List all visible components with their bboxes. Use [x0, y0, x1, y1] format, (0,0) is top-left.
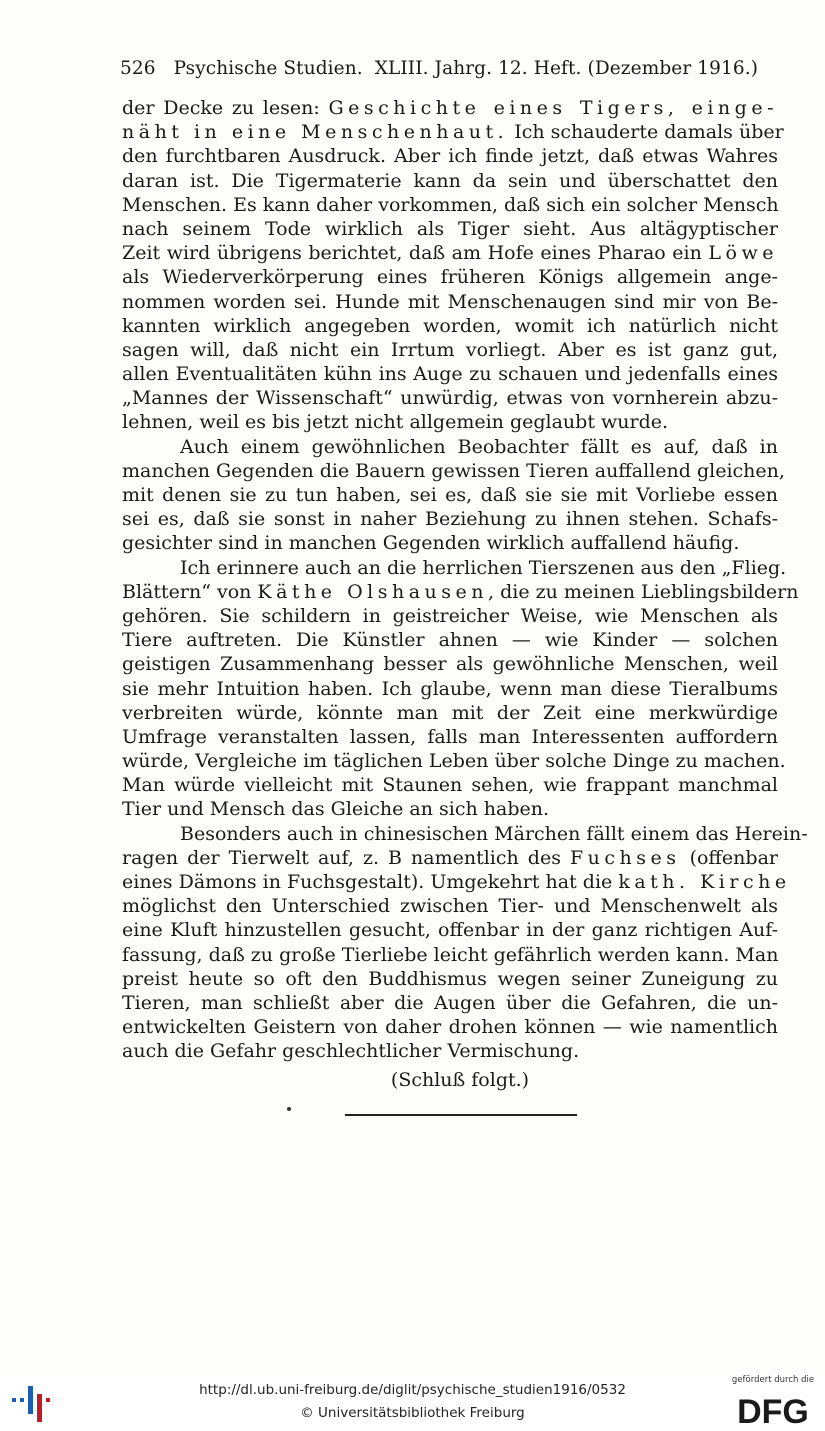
- text-line: daran ist. Die Tigermaterie kann da sein und überschattet den: [122, 169, 778, 192]
- text-line: nommen worden sei. Hunde mit Menschenaugen sind mir von Be-: [122, 290, 778, 313]
- text-line: manchen Gegenden die Bauern gewissen Tieren auffallend gleichen,: [122, 459, 785, 482]
- text-line: Umfrage veranstalten lassen, falls man Interessenten auffordern: [122, 725, 778, 748]
- text-line: den furchtbaren Ausdruck. Aber ich finde jetzt, daß etwas Wahres: [122, 145, 778, 168]
- text-line: eines Dämons in Fuchsgestalt). Umgekehrt hat die kath. Kirche: [122, 871, 791, 893]
- emphasis-spaced: Fuchses: [570, 846, 681, 869]
- emphasis-spaced: näht in eine Menschenhaut.: [122, 121, 509, 144]
- dfg-funding-note: gefördert durch die: [731, 1375, 815, 1385]
- horizontal-rule: [345, 1114, 577, 1116]
- text-line: auch die Gefahr geschlechtlicher Vermischung.: [122, 1040, 580, 1063]
- text-line: „Mannes der Wissenschaft“ unwürdig, etwas von vornherein abzu-: [122, 387, 778, 410]
- speck-mark: [287, 1107, 291, 1111]
- text-line: entwickelten Geistern von daher drohen können — wie namentlich: [122, 1016, 778, 1039]
- text-line: Tier und Mensch das Gleiche an sich haben.: [122, 798, 550, 821]
- text-line: sei es, daß sie sonst in naher Beziehung zu ihnen stehen. Schafs-: [122, 508, 778, 531]
- text-line: ragen der Tierwelt auf, z. B namentlich des Fuchses (offenbar: [122, 846, 778, 869]
- text-line: Tiere auftreten. Die Künstler ahnen — wie Kinder — solchen: [122, 629, 778, 652]
- continuation-note: (Schluß folgt.): [390, 1068, 530, 1091]
- text-line: preist heute so oft den Buddhismus wegen seiner Zuneigung zu: [122, 967, 778, 990]
- text-line: Besonders auch in chinesischen Märchen fällt einem das Herein-: [180, 822, 808, 845]
- text-line: mit denen sie zu tun haben, sei es, daß sie sie mit Vorliebe essen: [122, 484, 778, 506]
- issue-date: (Dezember 1916.): [587, 58, 759, 79]
- text-line: gesichter sind in manchen Gegenden wirklich auffallend häufig.: [122, 532, 740, 555]
- text-line: Auch einem gewöhnlichen Beobachter fällt es auf, daß in: [180, 435, 778, 458]
- text-line: möglichst den Unterschied zwischen Tier- und Menschenwelt als: [122, 895, 778, 918]
- copyright-notice: © Universitätsbibliothek Freiburg: [300, 1405, 525, 1421]
- text-line: Man würde vielleicht mit Staunen sehen, wie frappant manchmal: [122, 774, 778, 797]
- emphasis-spaced: Geschichte eines Tigers, einge-: [328, 97, 778, 119]
- text-line: als Wiederverkörperung eines früheren Königs allgemein ange-: [122, 266, 778, 289]
- article-body: [122, 96, 808, 1092]
- text-line: Tieren, man schließt aber die Augen über die Gefahren, die un-: [122, 991, 778, 1014]
- text-line: Zeit wird übrigens berichtet, daß am Hofe eines Pharao ein Löwe: [122, 242, 778, 265]
- running-header: [120, 58, 770, 79]
- text-line: Ich erinnere auch an die herrlichen Tierszenen aus den „Flieg.: [180, 556, 787, 579]
- text-line: allen Eventualitäten kühn ins Auge zu schauen und jedenfalls eines: [122, 363, 778, 386]
- emphasis-spaced: kath. Kirche: [618, 871, 791, 893]
- text-line: gehören. Sie schildern in geistreicher Weise, wie Menschen als: [122, 604, 778, 627]
- page-number: 526: [120, 58, 156, 79]
- journal-title: Psychische Studien.: [173, 58, 363, 79]
- document-url[interactable]: http://dl.ub.uni-freiburg.de/diglit/psychische_studien1916/0532: [199, 1382, 626, 1398]
- text-line: Menschen. Es kann daher vorkommen, daß sich ein solcher Mensch: [122, 193, 779, 216]
- emphasis-spaced: Löwe: [708, 242, 778, 265]
- text-line: fassung, daß zu große Tierliebe leicht gefährlich werden kann. Man: [122, 943, 779, 966]
- text-line: würde, Vergleiche im täglichen Leben über solche Dinge zu machen.: [122, 750, 786, 773]
- dfg-badge[interactable]: [728, 1375, 818, 1427]
- emphasis-spaced: Käthe Olshausen: [257, 580, 489, 603]
- text-line: sagen will, daß nicht ein Irrtum vorliegt. Aber es ist ganz gut,: [122, 338, 778, 361]
- text-line: eine Kluft hinzustellen gesucht, offenbar in der ganz richtigen Auf-: [122, 919, 778, 942]
- viewer-footer: [0, 1372, 825, 1430]
- text-line: der Decke zu lesen: Geschichte eines Tigers, einge-: [122, 97, 778, 119]
- text-line: geistigen Zusammenhang besser als gewöhnliche Menschen, weil: [122, 653, 778, 676]
- text-line: näht in eine Menschenhaut. Ich schauderte damals über: [122, 121, 784, 144]
- text-line: nach seinem Tode wirklich als Tiger sieht. Aus altägyptischer: [122, 217, 778, 240]
- svg-text:DFG: DFG: [737, 1393, 809, 1427]
- text-line: kannten wirklich angegeben worden, womit ich natürlich nicht: [122, 314, 778, 337]
- issue-info: XLIII. Jahrg. 12. Heft.: [374, 58, 582, 79]
- text-line: sie mehr Intuition haben. Ich glaube, wenn man diese Tieralbums: [122, 677, 778, 700]
- text-line: Blättern“ von Käthe Olshausen, die zu meinen Lieblingsbildern: [122, 580, 799, 603]
- text-line: lehnen, weil es bis jetzt nicht allgemein geglaubt wurde.: [122, 411, 669, 434]
- text-line: verbreiten würde, könnte man mit der Zeit eine merkwürdige: [122, 701, 778, 724]
- end-rule: [0, 1100, 825, 1120]
